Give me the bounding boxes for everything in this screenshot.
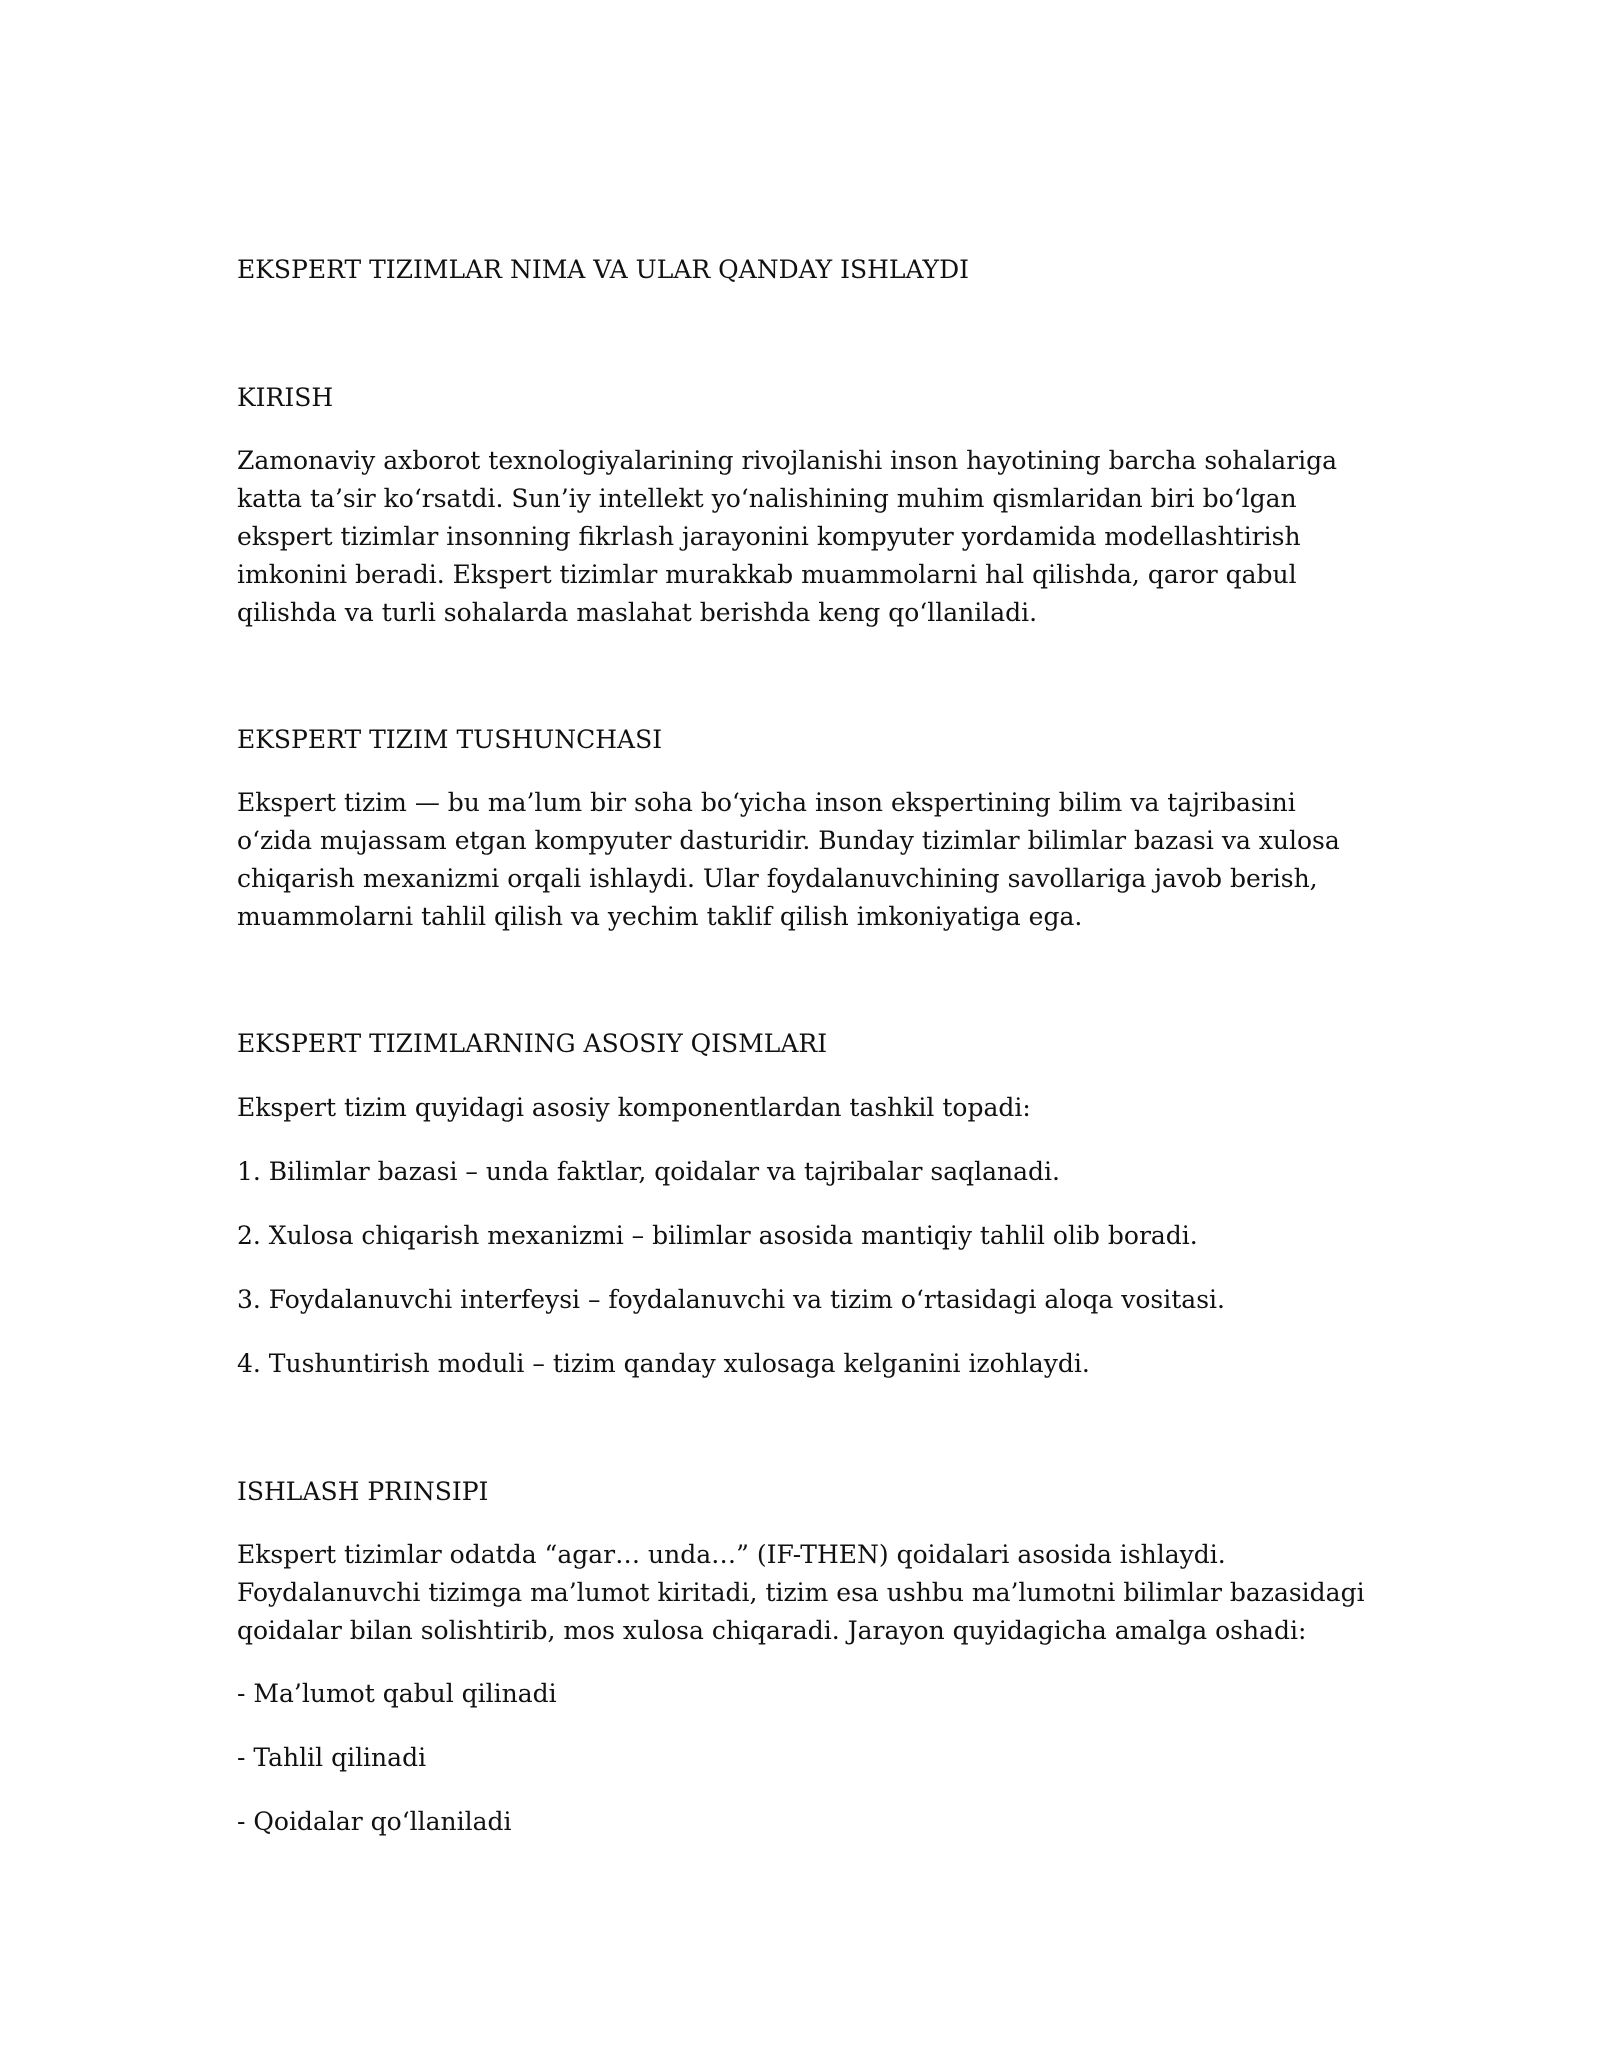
section-heading-prinsip: ISHLASH PRINSIPI [237, 1477, 489, 1506]
section-heading-qismlar: EKSPERT TIZIMLARNING ASOSIY QISMLARI [237, 1029, 828, 1058]
section-heading-tushuncha: EKSPERT TIZIM TUSHUNCHASI [237, 725, 663, 754]
paragraph-tushuncha: Ekspert tizim — bu ma’lum bir soha bo‘yicha inson ekspertining bilim va tajribasini o‘zida mujassam etgan kompyuter dasturidir. Bunday tizimlar bilimlar bazasi va xulosa chiqarish mexanizmi orqali ishlaydi. Ular foydalanuvchining savollariga javob berish, muammolarni tahlil qilish va yechim taklif qilish imkoniyatiga ega. [237, 788, 1340, 931]
list-item: - Tahlil qilinadi [237, 1743, 427, 1772]
paragraph-prinsip: Ekspert tizimlar odatda “agar… unda…” (IF-THEN) qoidalari asosida ishlaydi. Foydalanuvchi tizimga ma’lumot kiritadi, tizim esa ushbu ma’lumotni bilimlar bazasidagi qoidalar bilan solishtirib, mos xulosa chiqaradi. Jarayon quyidagicha amalga oshadi: [237, 1540, 1365, 1645]
list-item: 1. Bilimlar bazasi – unda faktlar, qoidalar va tajribalar saqlanadi. [237, 1157, 1060, 1186]
list-item: 2. Xulosa chiqarish mexanizmi – bilimlar asosida mantiqiy tahlil olib boradi. [237, 1221, 1198, 1250]
list-item: 4. Tushuntirish moduli – tizim qanday xulosaga kelganini izohlaydi. [237, 1349, 1090, 1378]
document-title: EKSPERT TIZIMLAR NIMA VA ULAR QANDAY ISHLAYDI [237, 255, 969, 284]
list-item: - Ma’lumot qabul qilinadi [237, 1679, 557, 1708]
list-item: - Qoidalar qo‘llaniladi [237, 1807, 512, 1836]
list-item: 3. Foydalanuvchi interfeysi – foydalanuvchi va tizim o‘rtasidagi aloqa vositasi. [237, 1285, 1225, 1314]
document-body [237, 250, 1377, 1842]
paragraph-kirish: Zamonaviy axborot texnologiyalarining rivojlanishi inson hayotining barcha sohalariga katta ta’sir ko‘rsatdi. Sun’iy intellekt yo‘nalishining muhim qismlaridan biri bo‘lgan ekspert tizimlar insonning fikrlash jarayonini kompyuter yordamida modellashtirish imkonini beradi. Ekspert tizimlar murakkab muammolarni hal qilishda, qaror qabul qilishda va turli sohalarda maslahat berishda keng qo‘llaniladi. [237, 446, 1338, 627]
section-heading-kirish: KIRISH [237, 383, 334, 412]
paragraph-qismlar-intro: Ekspert tizim quyidagi asosiy komponentlardan tashkil topadi: [237, 1093, 1031, 1122]
